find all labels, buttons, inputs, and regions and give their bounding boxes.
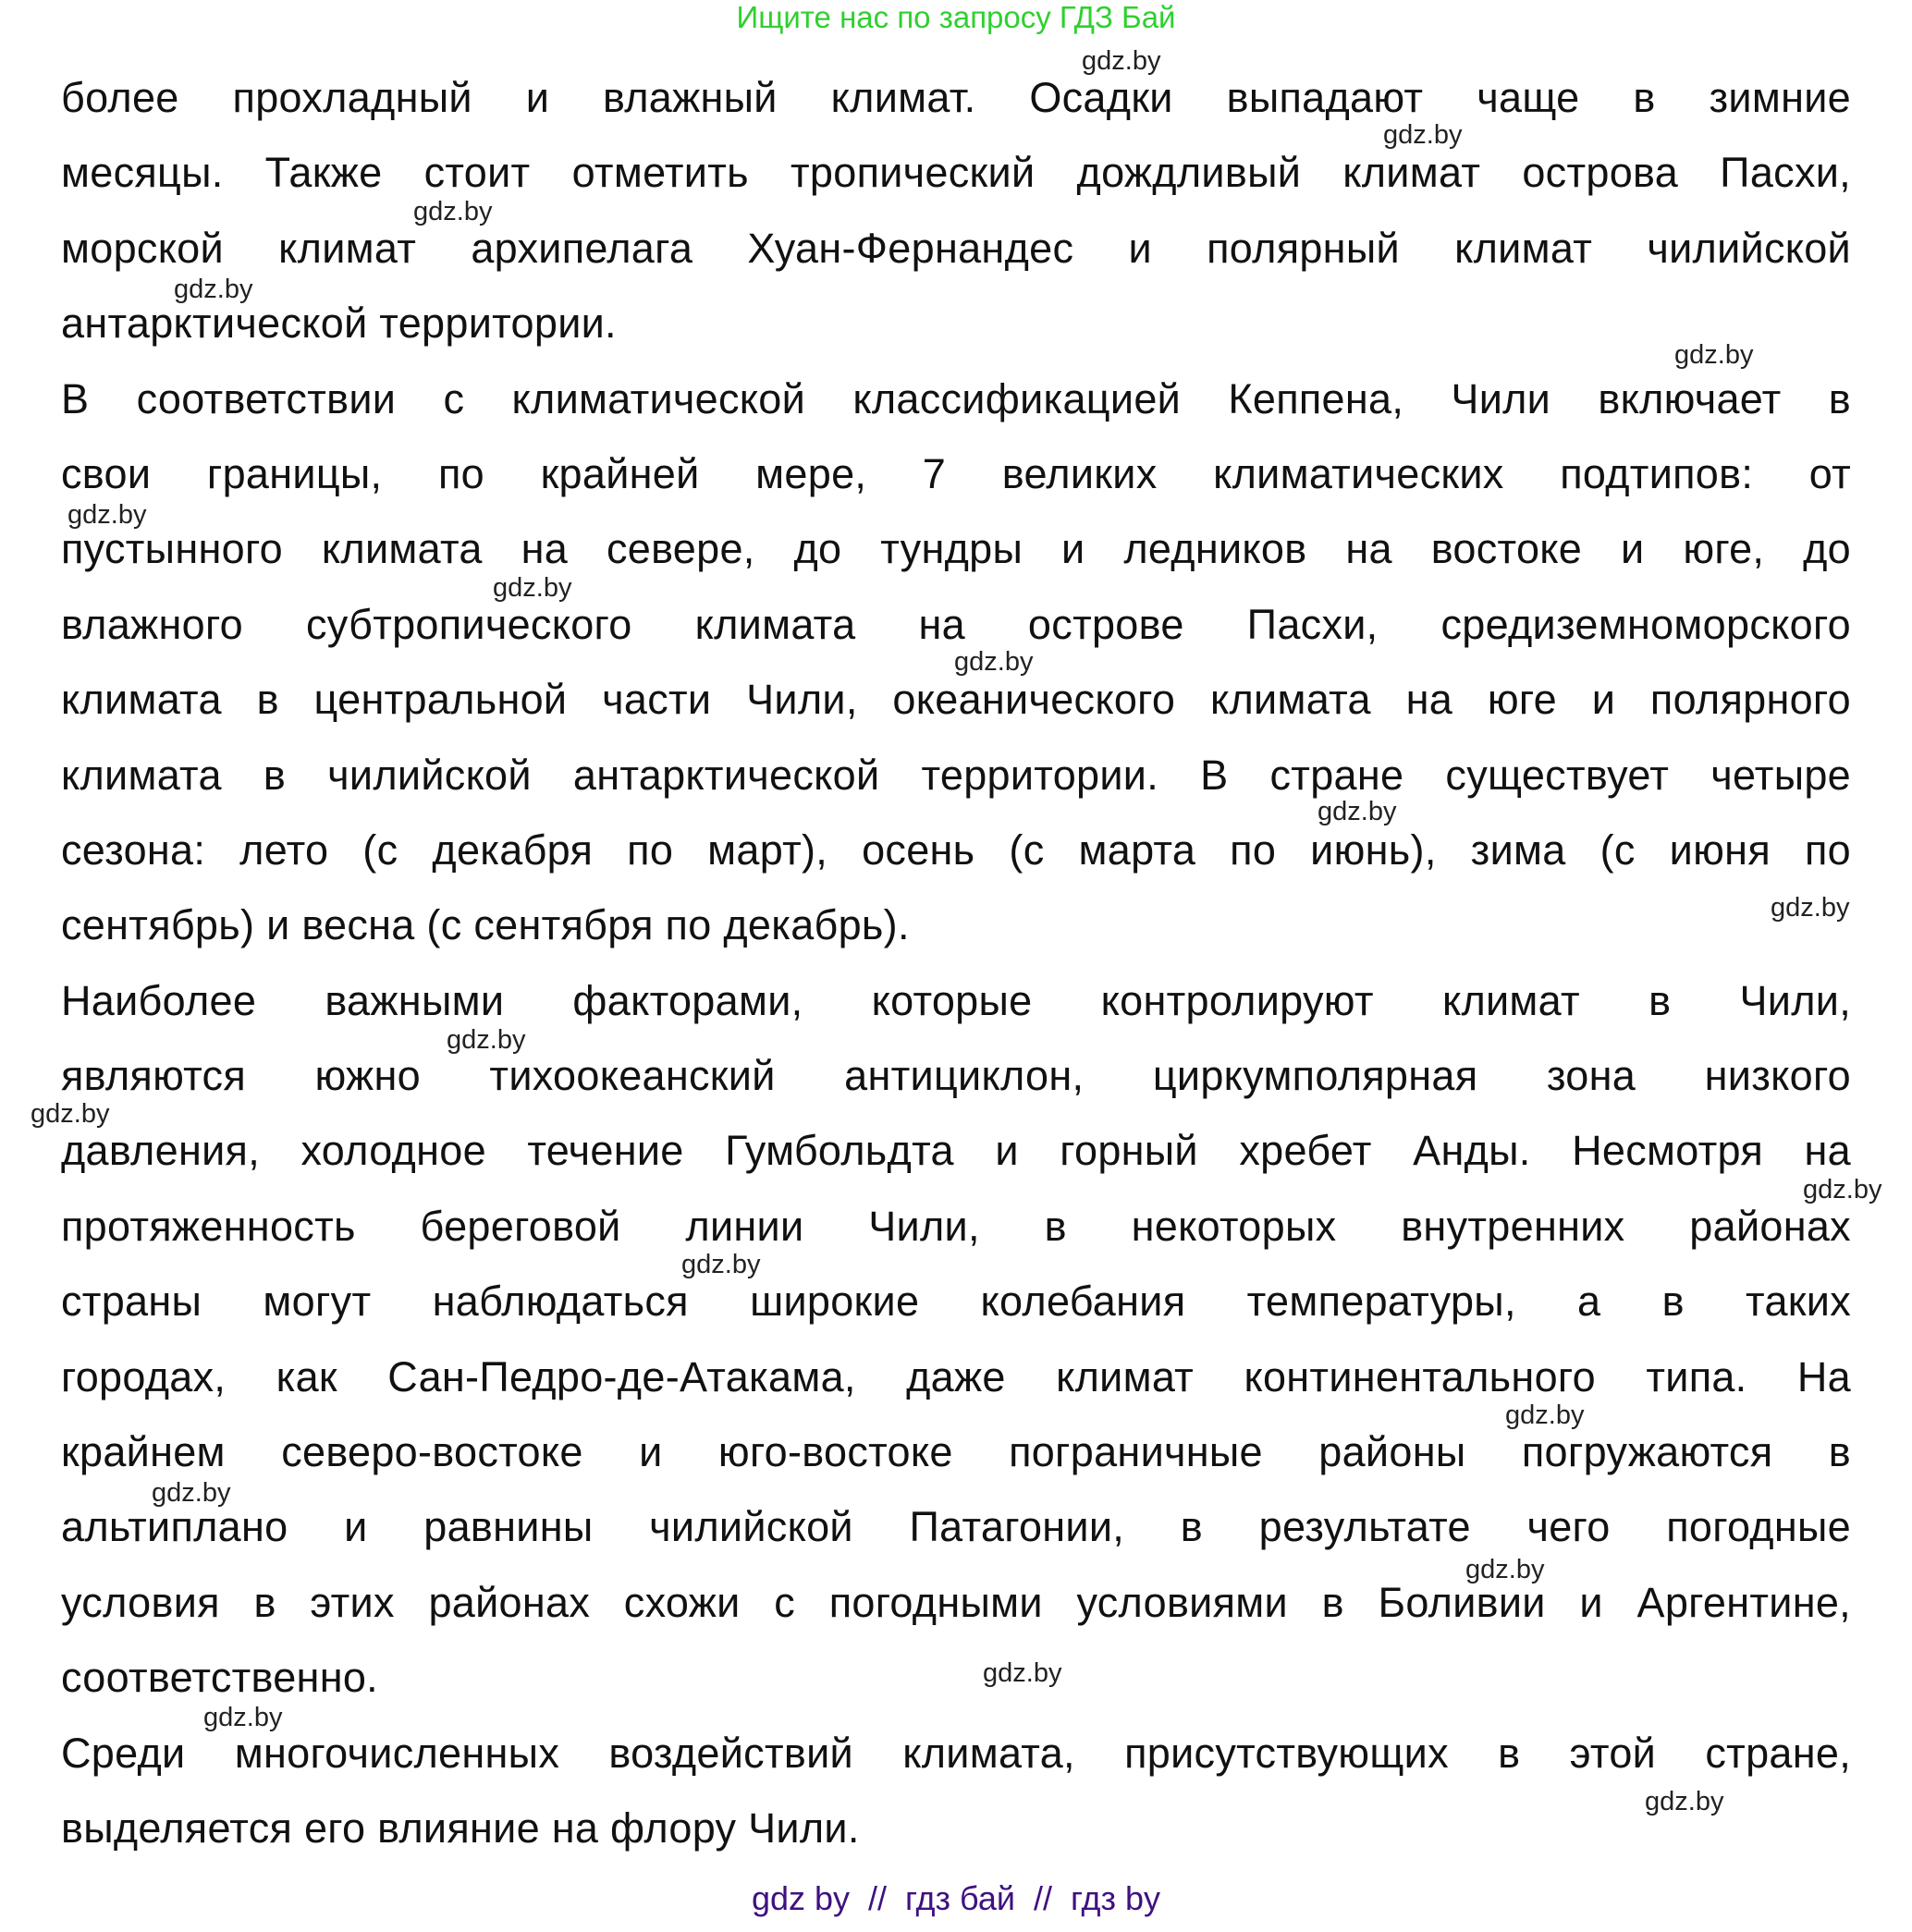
text-line: климата в центральной части Чили, океанического климата на юге и полярного [61, 676, 1851, 724]
text-line: Среди многочисленных воздействий климата, присутствующих в этой стране, [61, 1729, 1851, 1777]
watermark: gdz.by [493, 573, 572, 603]
watermark: gdz.by [983, 1658, 1062, 1688]
watermark: gdz.by [1465, 1555, 1545, 1584]
text-line: протяженность береговой линии Чили, в некоторых внутренних районах [61, 1202, 1851, 1250]
watermark: gdz.by [31, 1099, 110, 1129]
watermark: gdz.by [1082, 46, 1161, 76]
text-line: давления, холодное течение Гумбольдта и горный хребет Анды. Несмотря на [61, 1127, 1851, 1175]
text-line: свои границы, по крайней мере, 7 великих климатических подтипов: от [61, 449, 1851, 497]
text-line: влажного субтропического климата на острове Пасхи, средиземноморского [61, 600, 1851, 648]
watermark: gdz.by [1771, 893, 1850, 923]
watermark: gdz.by [954, 647, 1034, 677]
text-line: условия в этих районах схожи с погодными условиями в Боливии и Аргентине, [61, 1578, 1851, 1626]
text-line: сентябрь) и весна (с сентября по декабрь). [61, 901, 910, 949]
text-line: Наиболее важными факторами, которые контролируют климат в Чили, [61, 976, 1851, 1024]
text-line: соответственно. [61, 1654, 378, 1702]
watermark: gdz.by [681, 1250, 761, 1279]
watermark: gdz.by [1318, 797, 1397, 826]
watermark: gdz.by [1674, 340, 1754, 370]
search-prompt-banner: Ищите нас по запросу ГДЗ Бай [736, 0, 1176, 34]
watermark: gdz.by [1645, 1787, 1724, 1816]
text-line: морской климат архипелага Хуан-Фернандес и полярный климат чилийской [61, 224, 1851, 272]
text-line: сезона: лето (с декабря по март), осень (с марта по июнь), зима (с июня по [61, 825, 1851, 874]
text-line: страны могут наблюдаться широкие колебания температуры, а в таких [61, 1278, 1851, 1326]
text-line: являются южно тихоокеанский антициклон, циркумполярная зона низкого [61, 1052, 1851, 1100]
footer-links[interactable]: gdz by // гдз бай // гдз by [751, 1879, 1161, 1917]
watermark: gdz.by [1505, 1400, 1585, 1430]
text-line: выделяется его влияние на флору Чили. [61, 1804, 860, 1852]
watermark: gdz.by [152, 1478, 231, 1508]
text-line: крайнем северо-востоке и юго-востоке пограничные районы погружаются в [61, 1428, 1851, 1476]
document-body [61, 60, 1851, 1865]
text-line: альтиплано и равнины чилийской Патагонии, в результате чего погодные [61, 1503, 1851, 1551]
watermark: gdz.by [203, 1703, 283, 1732]
watermark: gdz.by [413, 197, 493, 226]
text-line: пустынного климата на севере, до тундры и ледников на востоке и юге, до [61, 525, 1851, 573]
watermark: gdz.by [1803, 1175, 1882, 1204]
watermark: gdz.by [67, 500, 147, 530]
text-line: В соответствии с климатической классификацией Кеппена, Чили включает в [61, 374, 1851, 422]
watermark: gdz.by [174, 275, 253, 304]
text-line: климата в чилийской антарктической территории. В стране существует четыре [61, 751, 1851, 799]
watermark: gdz.by [1383, 120, 1463, 150]
text-line: антарктической территории. [61, 300, 617, 348]
text-line: более прохладный и влажный климат. Осадки выпадают чаще в зимние [61, 74, 1851, 121]
text-line: месяцы. Также стоит отметить тропический дождливый климат острова Пасхи, [61, 149, 1851, 197]
text-line: городах, как Сан-Педро-де-Атакама, даже климат континентального типа. На [61, 1352, 1851, 1400]
watermark: gdz.by [447, 1025, 526, 1055]
